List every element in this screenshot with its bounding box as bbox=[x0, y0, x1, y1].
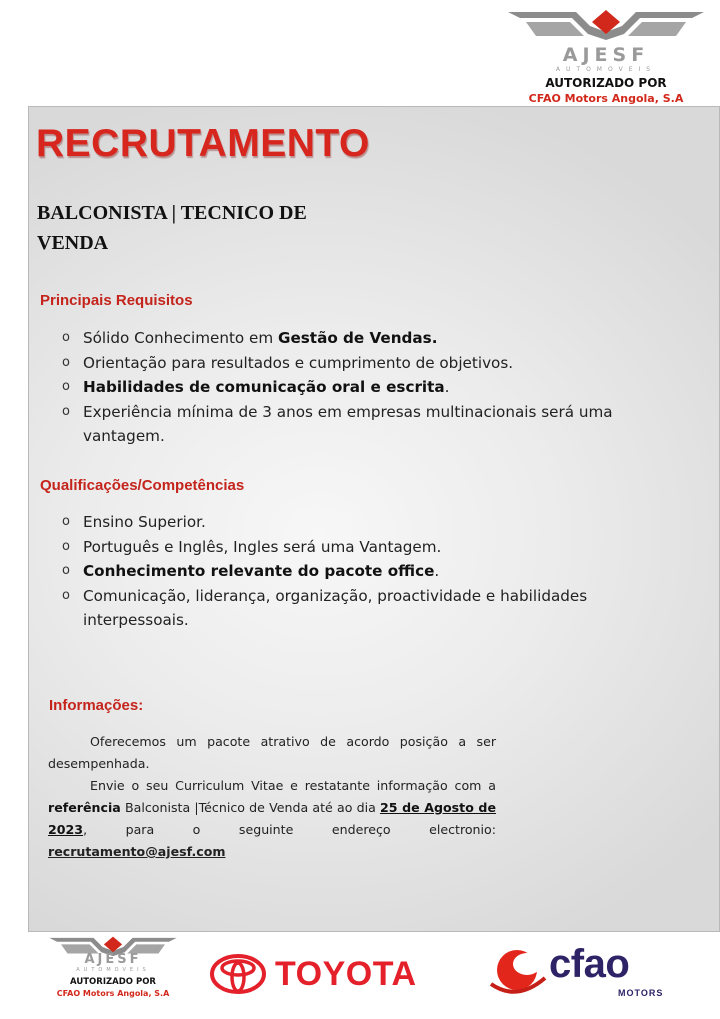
job-position: BALCONISTA | TECNICO DE VENDA bbox=[37, 202, 307, 254]
ajesf-emblem-icon bbox=[506, 6, 706, 46]
requirements-list bbox=[62, 326, 672, 449]
list-item: o Conhecimento relevante do pacote office. bbox=[62, 559, 672, 584]
cfao-swirl-icon bbox=[483, 944, 553, 998]
toyota-emblem-icon bbox=[209, 953, 267, 995]
ajesf-logo-bottom bbox=[40, 932, 186, 1002]
circle-bullet-icon: o bbox=[62, 563, 70, 578]
qualifications-heading: Qualificações/Competências bbox=[40, 477, 245, 494]
circle-bullet-icon: o bbox=[62, 379, 70, 394]
ajesf-logo-top bbox=[500, 6, 712, 104]
requirements-heading: Principais Requisitos bbox=[40, 292, 193, 309]
ajesf-brand: AJESF bbox=[84, 952, 142, 967]
info-paragraph-apply: Envie o seu Curriculum Vitae e restatante informação com a referência Balconista |Técnico de Venda até ao dia 25 de Agosto de 2023, para o seguinte endereço electronio: recrutamento@ajesf.com bbox=[48, 778, 496, 859]
circle-bullet-icon: o bbox=[62, 514, 70, 529]
circle-bullet-icon: o bbox=[62, 330, 70, 345]
partner-name: CFAO Motors Angola, S.A bbox=[528, 92, 684, 105]
authorized-by: AUTORIZADO POR bbox=[70, 977, 156, 987]
list-item: o Português e Inglês, Ingles será uma Vantagem. bbox=[62, 535, 672, 560]
email-link[interactable]: recrutamento@ajesf.com bbox=[48, 844, 226, 859]
toyota-wordmark: TOYOTA bbox=[275, 955, 417, 993]
list-item: o Sólido Conhecimento em Gestão de Vendas. bbox=[62, 326, 672, 351]
cfao-logo bbox=[483, 944, 683, 1004]
page-title: RECRUTAMENTO bbox=[36, 122, 370, 165]
authorized-by: AUTORIZADO POR bbox=[545, 76, 667, 90]
partner-name: CFAO Motors Angola, S.A bbox=[56, 989, 170, 998]
circle-bullet-icon: o bbox=[62, 354, 70, 370]
info-text bbox=[48, 731, 496, 863]
list-item: o Comunicação, liderança, organização, proactividade e habilidades interpessoais. bbox=[62, 584, 672, 633]
cfao-motors-label: MOTORS bbox=[618, 988, 664, 998]
ajesf-tagline: AUTOMOVEIS bbox=[555, 66, 657, 73]
list-item: o Orientação para resultados e cumprimento de objetivos. bbox=[62, 351, 672, 376]
qualifications-list bbox=[62, 510, 672, 633]
cfao-wordmark: cfao bbox=[549, 942, 630, 986]
info-paragraph-offer: Oferecemos um pacote atrativo de acordo posição a ser desempenhada. bbox=[48, 734, 496, 771]
list-item: o Ensino Superior. bbox=[62, 510, 672, 535]
ajesf-tagline: AUTOMOVEIS bbox=[76, 967, 150, 973]
list-item: o Experiência mínima de 3 anos em empresas multinacionais será uma vantagem. bbox=[62, 400, 672, 449]
list-item: o Habilidades de comunicação oral e escrita. bbox=[62, 375, 672, 400]
circle-bullet-icon: o bbox=[62, 538, 70, 554]
ajesf-brand: AJESF bbox=[562, 44, 650, 66]
circle-bullet-icon: o bbox=[62, 403, 70, 419]
circle-bullet-icon: o bbox=[62, 587, 70, 603]
deadline-date: 25 de Agosto de 2023 bbox=[48, 800, 496, 837]
info-heading: Informações: bbox=[49, 697, 144, 714]
